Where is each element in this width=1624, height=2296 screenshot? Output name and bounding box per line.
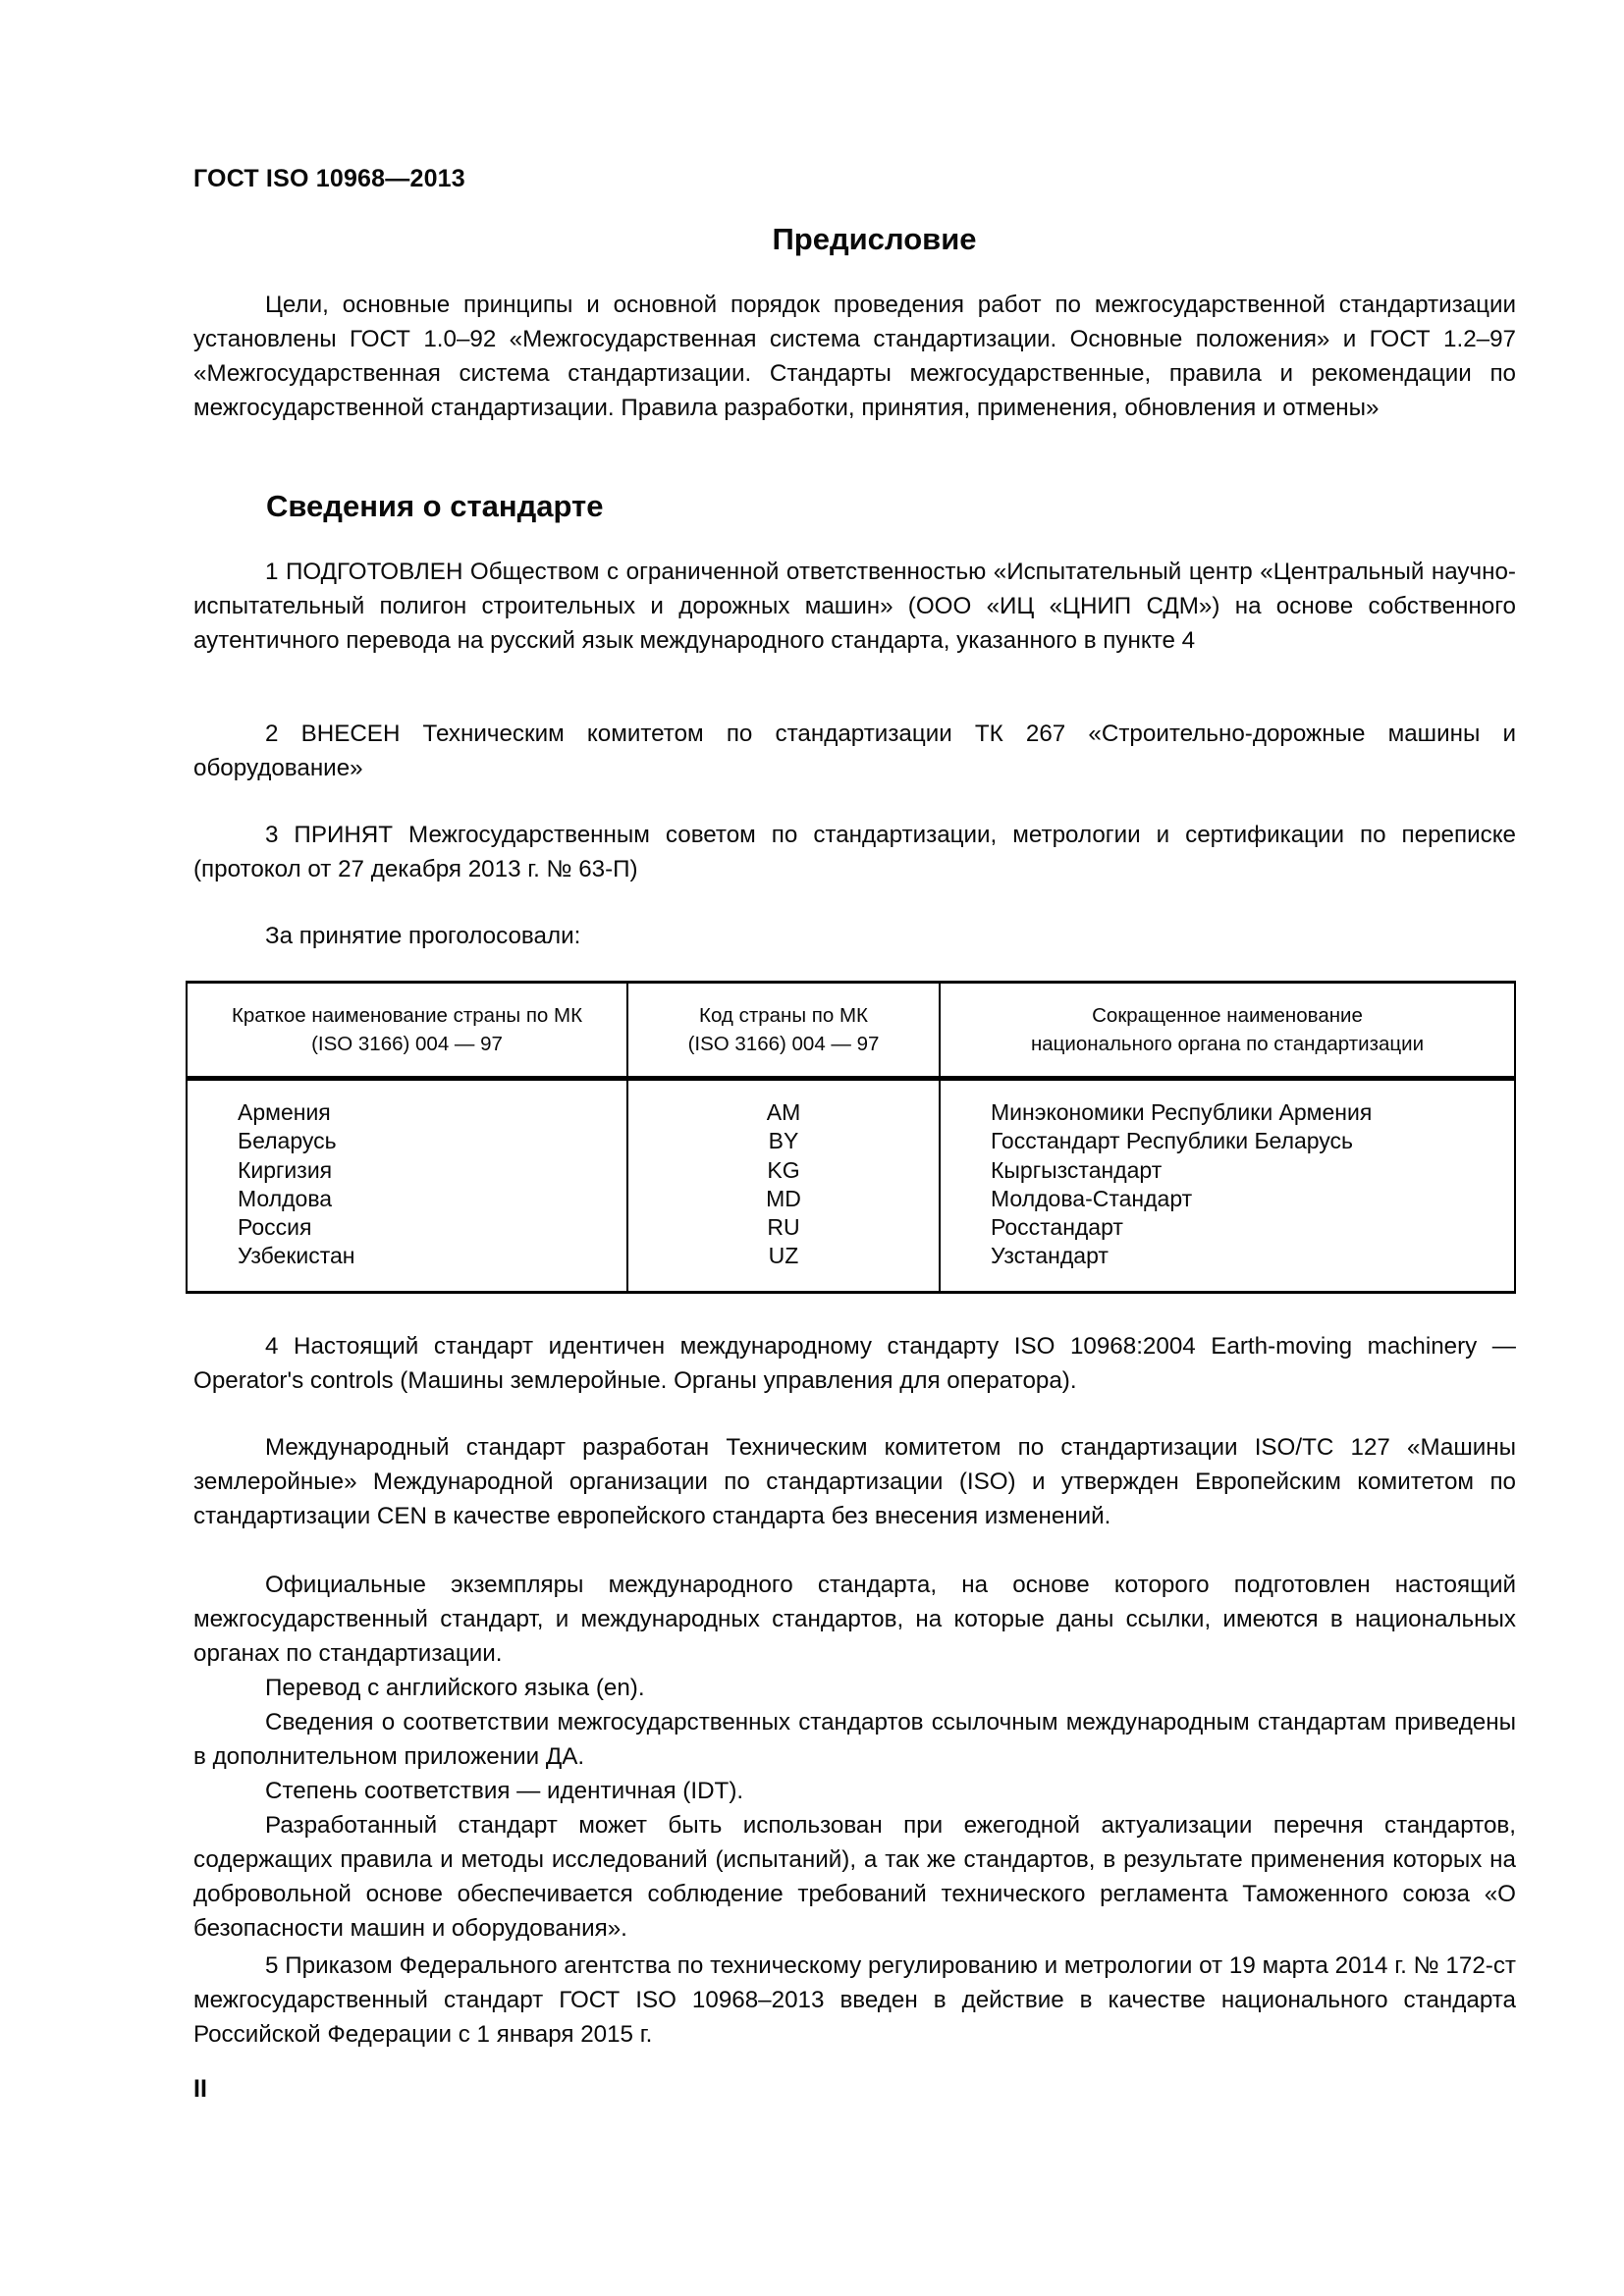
info-item-2: 2 ВНЕСЕН Техническим комитетом по стандартизации ТК 267 «Строительно-дорожные машины и оборудование» bbox=[193, 721, 1516, 781]
country-name: Киргизия bbox=[238, 1156, 333, 1183]
voting-countries-table bbox=[186, 981, 1516, 1294]
table-header-row bbox=[187, 983, 1515, 1079]
standards-body: Росстандарт bbox=[991, 1214, 1123, 1241]
country-name: Беларусь bbox=[238, 1128, 337, 1154]
intl-standard-developed: Международный стандарт разработан Техническим комитетом по стандартизации ISO/TC 127 «Машины землеройные» Международной организации по стандартизации (ISO) и утвержден Европейским комитетом по стандартизации CEN в качестве европейского стандарта без внесения изменений. bbox=[193, 1434, 1516, 1529]
standards-bodies-cell bbox=[940, 1079, 1515, 1293]
country-name: Молдова bbox=[238, 1185, 333, 1211]
standards-body: Узстандарт bbox=[991, 1243, 1109, 1269]
info-item-4: 4 Настоящий стандарт идентичен международному стандарту ISO 10968:2004 Earth-moving machinery — Operator's controls (Машины землеройные. Органы управления для оператора). bbox=[193, 1333, 1516, 1394]
country-code: MD bbox=[766, 1185, 801, 1211]
info-item-5: 5 Приказом Федерального агентства по техническому регулированию и метрологии от 19 марта 2014 г. № 172-ст межгосударственный стандарт ГОСТ ISO 10968–2013 введен в действие в качестве национального стандарта Российской Федерации с 1 января 2015 г. bbox=[193, 1952, 1516, 2048]
column-header-standards-body: Сокращенное наименование национального органа по стандартизации bbox=[940, 983, 1515, 1079]
vote-label: За принятие проголосовали: bbox=[265, 923, 581, 949]
country-name: Узбекистан bbox=[238, 1243, 355, 1269]
column-header-country-name: Краткое наименование страны по МК (ISO 3166) 004 — 97 bbox=[187, 983, 627, 1079]
preface-text: Цели, основные принципы и основной порядок проведения работ по межгосударственной стандартизации установлены ГОСТ 1.0–92 «Межгосударственная система стандартизации. Основные положения» и ГОСТ 1.2–97 «Межгосударственная система стандартизации. Стандарты межгосударственные, правила и рекомендации по межгосударственной стандартизации. Правила разработки, принятия, применения, обновления и отмены» bbox=[193, 292, 1516, 421]
country-name: Россия bbox=[238, 1214, 312, 1241]
official-copies-text: Официальные экземпляры международного стандарта, на основе которого подготовлен настоящий межгосударственный стандарт, и международных стандартов, на которые даны ссылки, имеются в национальных органах по стандартизации. bbox=[193, 1572, 1516, 1667]
correspondence-text: Сведения о соответствии межгосударственных стандартов ссылочным международным стандартам приведены в дополнительном приложении ДА. bbox=[193, 1709, 1516, 1770]
table-body-row bbox=[187, 1079, 1515, 1293]
country-names-cell bbox=[187, 1079, 627, 1293]
document-code-header: ГОСТ ISO 10968—2013 bbox=[193, 165, 465, 192]
standards-body: Молдова-Стандарт bbox=[991, 1185, 1193, 1211]
country-code: AM bbox=[766, 1099, 801, 1125]
standards-body: Минэкономики Республики Армения bbox=[991, 1099, 1373, 1125]
column-header-country-code: Код страны по МК (ISO 3166) 004 — 97 bbox=[627, 983, 940, 1079]
page-number: II bbox=[193, 2075, 207, 2103]
standards-body: Госстандарт Республики Беларусь bbox=[991, 1128, 1354, 1154]
info-item-3: 3 ПРИНЯТ Межгосударственным советом по стандартизации, метрологии и сертификации по переписке (протокол от 27 декабря 2013 г. № 63-П) bbox=[193, 822, 1516, 882]
standard-info-title: Сведения о стандарте bbox=[266, 489, 604, 523]
country-code: KG bbox=[767, 1156, 800, 1183]
preface-title: Предисловие bbox=[772, 222, 977, 256]
country-code: BY bbox=[768, 1128, 799, 1154]
country-codes-cell bbox=[627, 1079, 940, 1293]
country-code: RU bbox=[767, 1214, 800, 1241]
country-code: UZ bbox=[768, 1243, 799, 1269]
info-item-1: 1 ПОДГОТОВЛЕН Обществом с ограниченной ответственностью «Испытательный центр «Центральный научно-испытательный полигон строительных и дорожных машин» (ООО «ИЦ «ЦНИП СДМ») на основе собственного аутентичного перевода на русский язык международного стандарта, указанного в пункте 4 bbox=[193, 559, 1516, 654]
standards-body: Кыргызстандарт bbox=[991, 1156, 1163, 1183]
usage-text: Разработанный стандарт может быть использован при ежегодной актуализации перечня стандартов, содержащих правила и методы исследований (испытаний), а так же стандартов, в результате применения которых на добровольной основе обеспечивается соблюдение требований технического регламента Таможенного союза «О безопасности машин и оборудования». bbox=[193, 1812, 1516, 1942]
degree-of-correspondence: Степень соответствия — идентичная (IDT). bbox=[265, 1778, 744, 1804]
translation-text: Перевод с английского языка (en). bbox=[265, 1675, 645, 1701]
country-name: Армения bbox=[238, 1099, 331, 1125]
